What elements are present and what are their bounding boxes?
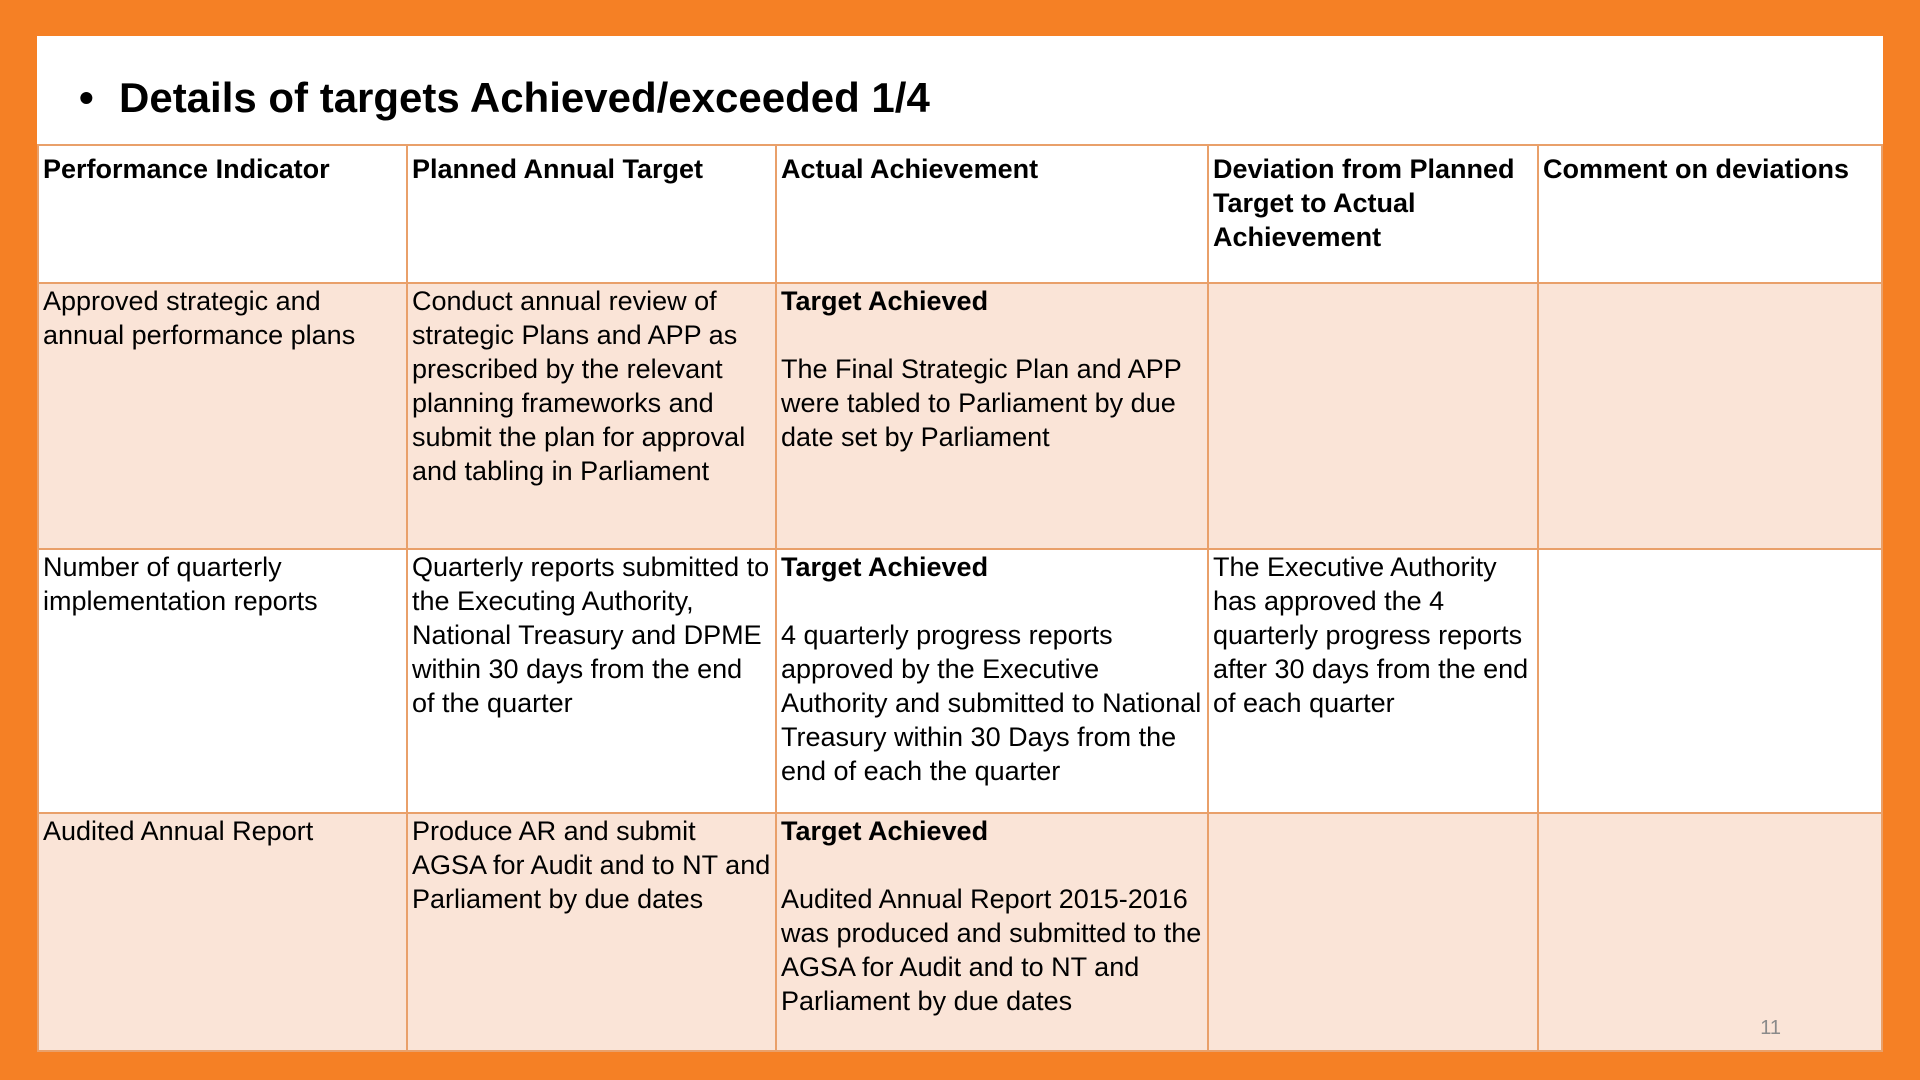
cell-achievement [776,283,1208,549]
cell-target: Conduct annual review of strategic Plans and APP as prescribed by the relevant planning frameworks and submit the plan for approval and tabling in Parliament [407,283,776,549]
header-planned-annual-target: Planned Annual Target [407,145,776,283]
spacer [781,318,1203,352]
achievement-detail: The Final Strategic Plan and APP were tabled to Parliament by due date set by Parliament [781,354,1182,452]
achievement-status: Target Achieved [781,286,989,316]
table-row [38,813,1882,1051]
title-bullet: • [79,74,94,121]
table-row [38,283,1882,549]
spacer [781,848,1203,882]
cell-indicator: Approved strategic and annual performance plans [38,283,407,549]
title-text: Details of targets Achieved/exceeded 1/4 [119,74,930,121]
achievement-status: Target Achieved [781,552,989,582]
achievement-detail: Audited Annual Report 2015-2016 was produced and submitted to the AGSA for Audit and to NT and Parliament by due dates [781,884,1202,1016]
cell-indicator: Audited Annual Report [38,813,407,1051]
cell-target: Produce AR and submit AGSA for Audit and to NT and Parliament by due dates [407,813,776,1051]
header-deviation: Deviation from Planned Target to Actual Achievement [1208,145,1538,283]
cell-comment [1538,549,1882,813]
header-actual-achievement: Actual Achievement [776,145,1208,283]
cell-comment [1538,283,1882,549]
achievement-status: Target Achieved [781,816,989,846]
table-row [38,549,1882,813]
cell-deviation [1208,813,1538,1051]
achievement-detail: 4 quarterly progress reports approved by the Executive Authority and submitted to National Treasury within 30 Days from the end of each the quarter [781,620,1202,786]
spacer [781,584,1203,618]
cell-deviation [1208,283,1538,549]
cell-target: Quarterly reports submitted to the Executing Authority, National Treasury and DPME within 30 days from the end of the quarter [407,549,776,813]
targets-table [37,144,1883,1052]
slide-title [79,74,930,122]
page-number: 11 [1760,1017,1781,1039]
header-comment: Comment on deviations [1538,145,1882,283]
cell-achievement [776,813,1208,1051]
table-header-row [38,145,1882,283]
slide-canvas [37,36,1883,1044]
header-performance-indicator: Performance Indicator [38,145,407,283]
cell-deviation: The Executive Authority has approved the 4 quarterly progress reports after 30 days from the end of each quarter [1208,549,1538,813]
cell-achievement [776,549,1208,813]
cell-comment [1538,813,1882,1051]
cell-indicator: Number of quarterly implementation reports [38,549,407,813]
